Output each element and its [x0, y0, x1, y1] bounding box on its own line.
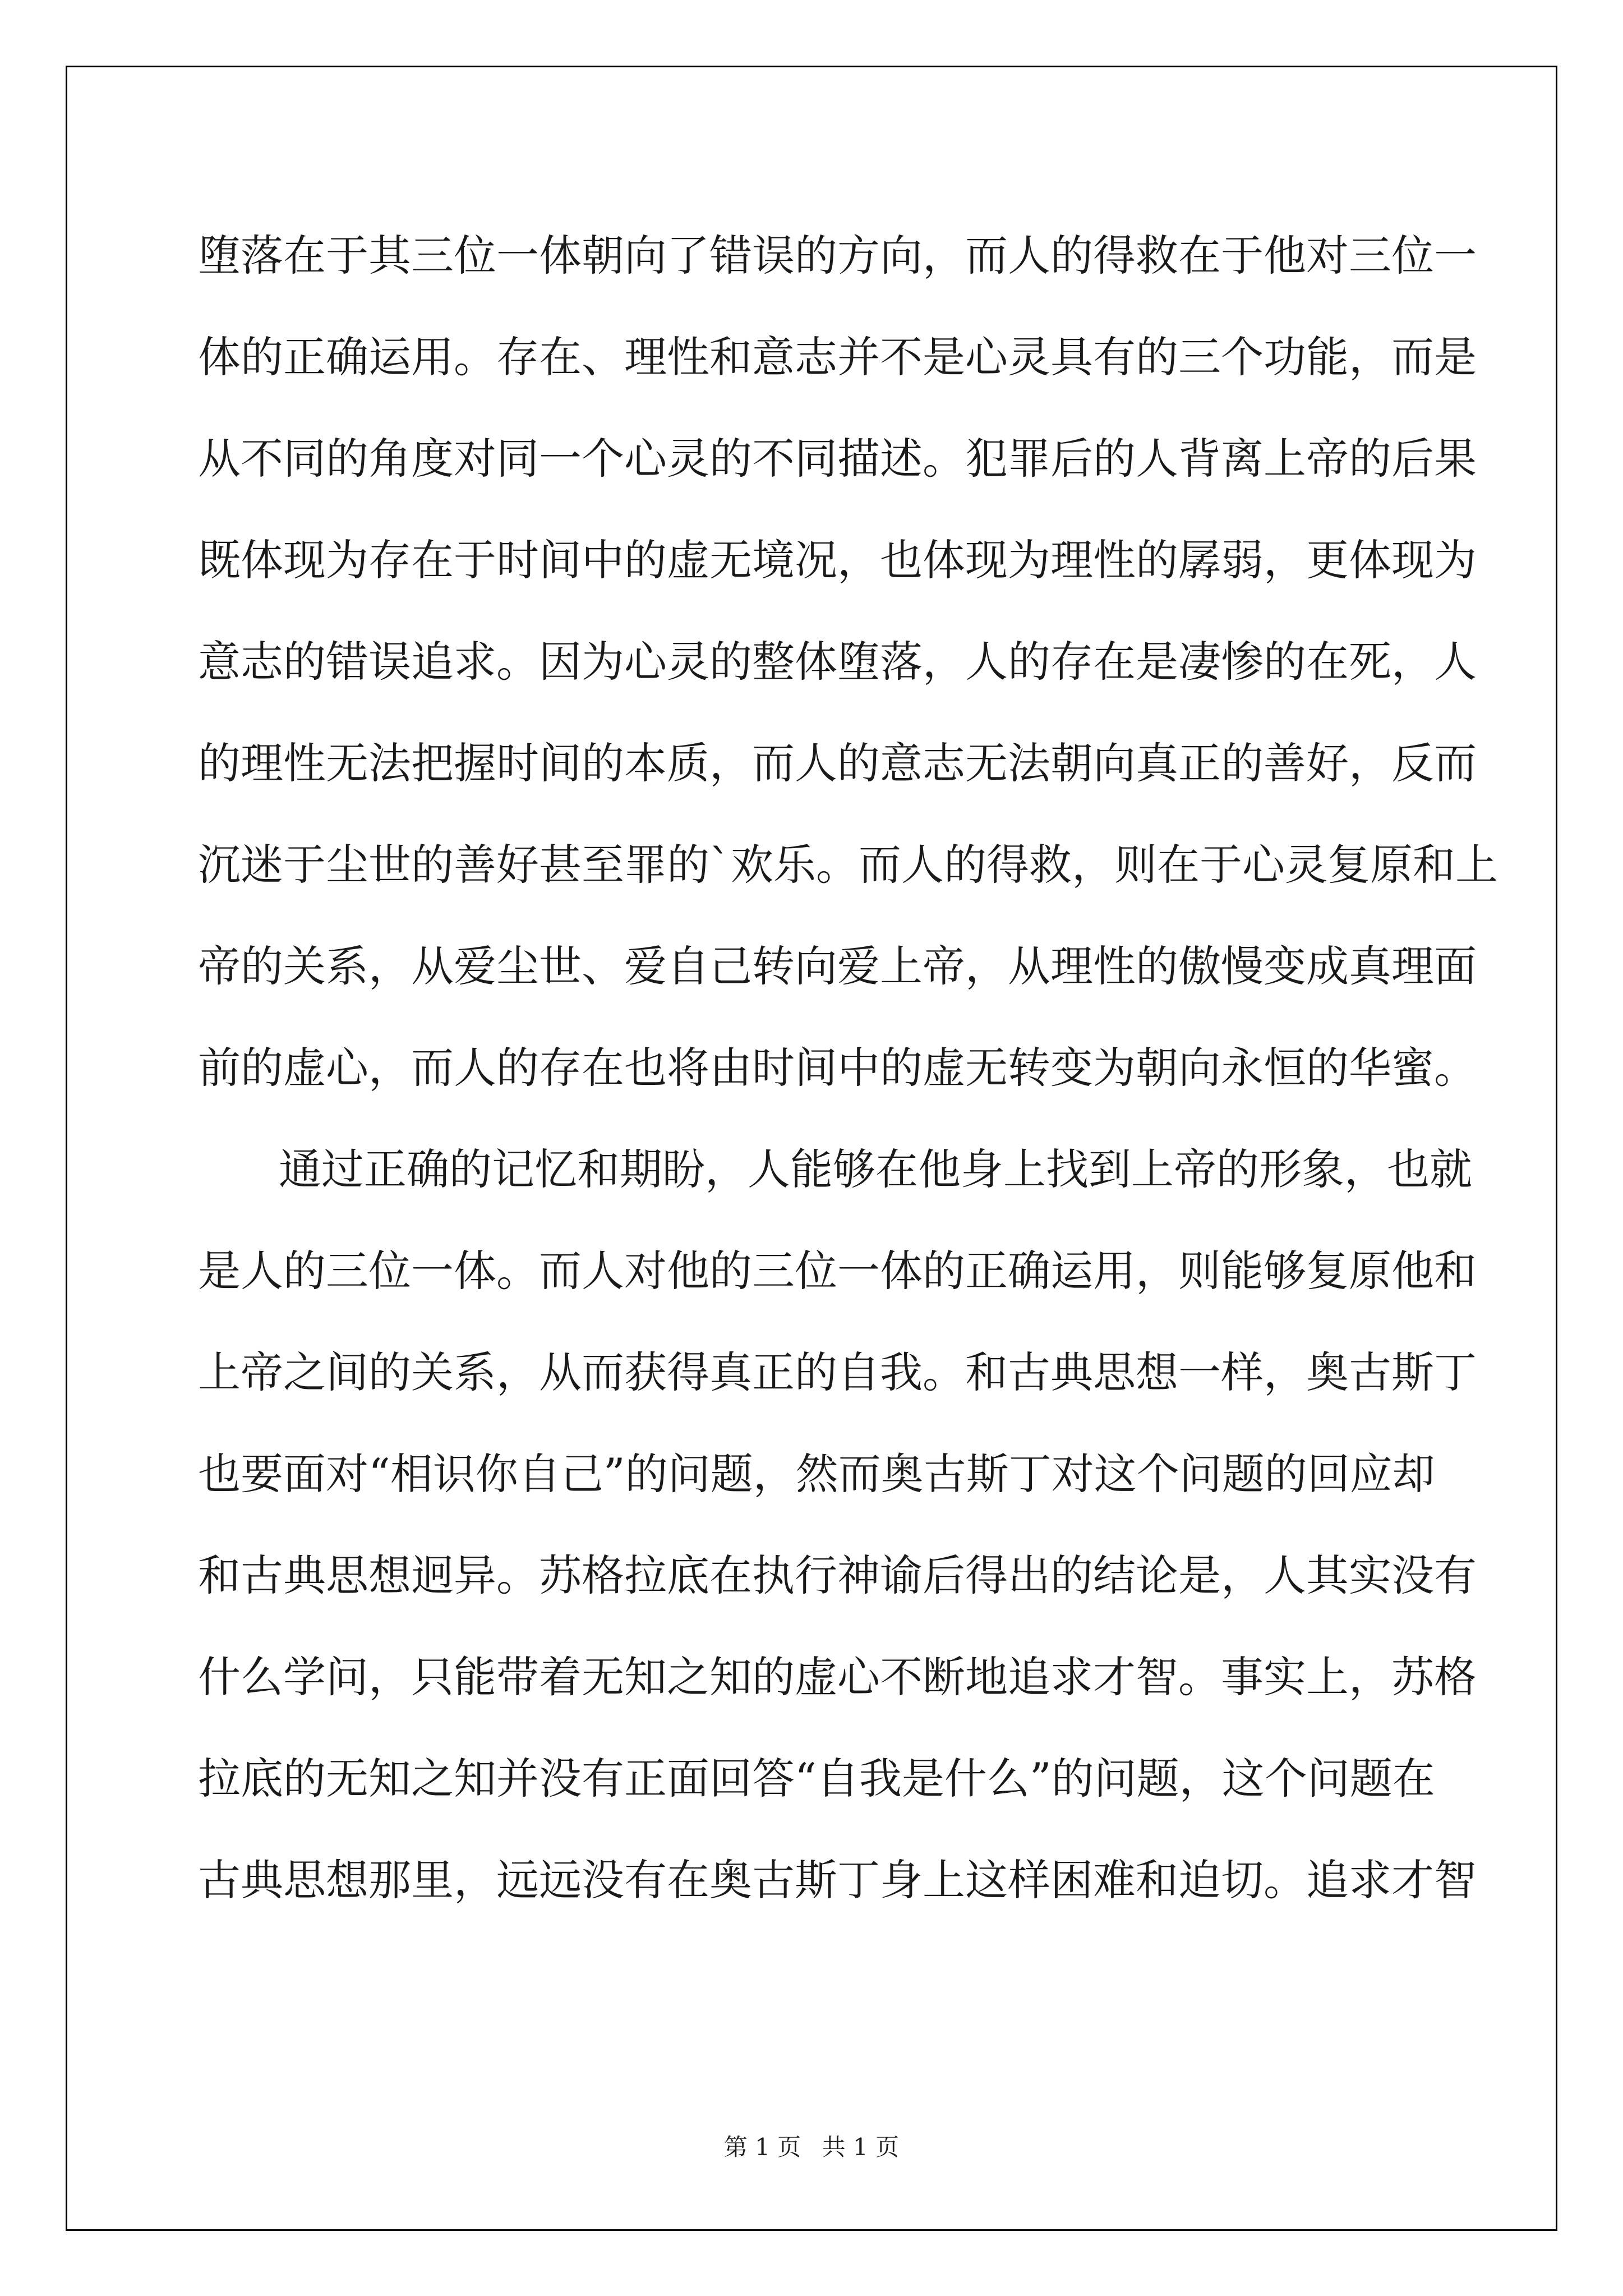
text-line: 古典思想那里，远远没有在奥古斯丁身上这样困难和迫切。追求才智 — [198, 1855, 1477, 1905]
text-line: 沉迷于尘世的善好甚至罪的`欢乐。而人的得救，则在于心灵复原和上 — [198, 840, 1498, 890]
text-line: 拉底的无知之知并没有正面回答“自我是什么”的问题，这个问题在 — [198, 1754, 1435, 1803]
text-line: 什么学问，只能带着无知之知的虚心不断地追求才智。事实上，苏格 — [198, 1652, 1477, 1702]
text-line: 从不同的角度对同一个心灵的不同描述。犯罪后的人背离上帝的后果 — [198, 434, 1477, 484]
text-line: 堕落在于其三位一体朝向了错误的方向，而人的得救在于他对三位一 — [198, 231, 1477, 280]
text-line: 是人的三位一体。而人对他的三位一体的正确运用，则能够复原他和 — [198, 1246, 1477, 1296]
text-line: 通过正确的记忆和期盼，人能够在他身上找到上帝的形象，也就 — [279, 1144, 1472, 1194]
page-number-total: 共 1 页 — [822, 2133, 900, 2161]
text-line: 也要面对“相识你自己”的问题，然而奥古斯丁对这个问题的回应却 — [198, 1449, 1435, 1499]
text-line: 上帝之间的关系，从而获得真正的自我。和古典思想一样，奥古斯丁 — [198, 1347, 1477, 1397]
page-number-current: 第 1 页 — [723, 2133, 801, 2161]
text-line: 既体现为存在于时间中的虚无境况，也体现为理性的孱弱，更体现为 — [198, 535, 1477, 585]
text-line: 体的正确运用。存在、理性和意志并不是心灵具有的三个功能，而是 — [198, 332, 1477, 382]
text-line: 帝的关系，从爱尘世、爱自己转向爱上帝，从理性的傲慢变成真理面 — [198, 941, 1477, 991]
text-line: 意志的错误追求。因为心灵的整体堕落，人的存在是凄惨的在死，人 — [198, 637, 1477, 687]
text-line: 前的虚心，而人的存在也将由时间中的虚无转变为朝向永恒的华蜜。 — [198, 1043, 1477, 1093]
text-line: 的理性无法把握时间的本质，而人的意志无法朝向真正的善好，反而 — [198, 738, 1477, 788]
text-line: 和古典思想迥异。苏格拉底在执行神谕后得出的结论是，人其实没有 — [198, 1550, 1477, 1600]
page-footer — [0, 2129, 1623, 2162]
